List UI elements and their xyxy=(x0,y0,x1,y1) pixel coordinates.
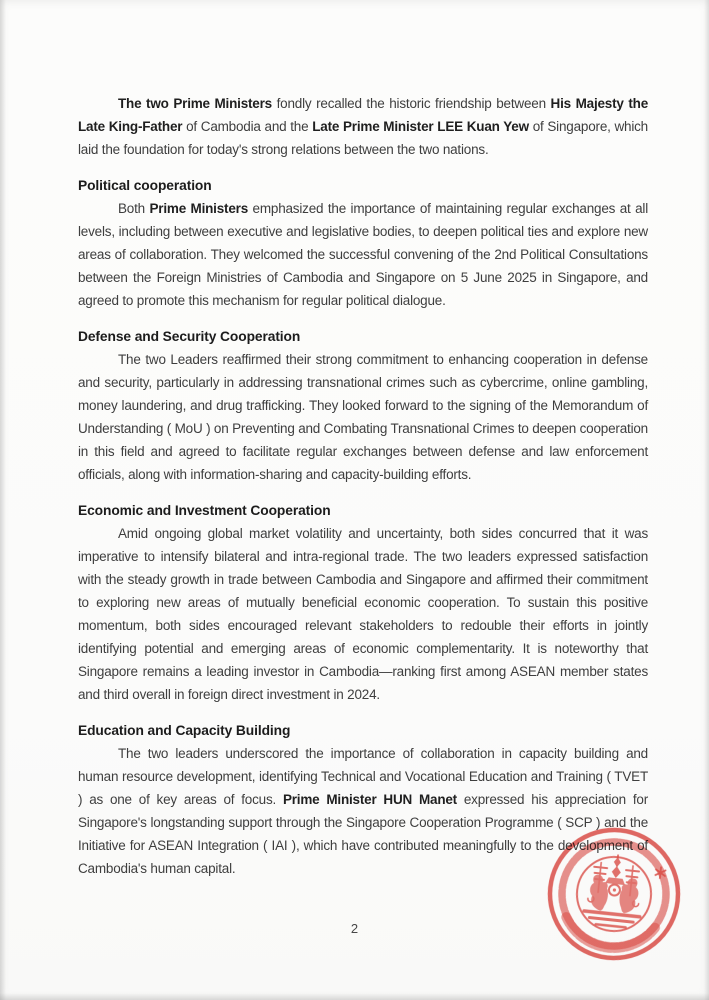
section-paragraph: Both Prime Ministers emphasized the importance of maintaining regular exchanges at all levels, including between executive and legislative bodies, to deepen political ties and explore new areas of collaboration. They welcomed the successful convening of the 2nd Political Consultations between the Foreign Ministries of Cambodia and Singapore on 5 June 2025 in Singapore, and agreed to promote this mechanism for regular political dialogue. xyxy=(78,201,648,308)
section-heading: Political cooperation xyxy=(78,178,212,193)
section-political-cooperation xyxy=(78,174,648,312)
section-paragraph: Amid ongoing global market volatility and uncertainty, both sides concurred that it was imperative to intensify bilateral and intra-regional trade. The two leaders expressed satisfaction with the steady growth in trade between Cambodia and Singapore and affirmed their commitment to exploring new areas of mutually beneficial economic cooperation. To sustain this positive momentum, both sides encouraged relevant stakeholders to redouble their efforts in jointly identifying potential and emerging areas of economic complementarity. It is noteworthy that Singapore remains a leading investor in Cambodia—ranking first among ASEAN member states and third overall in foreign direct investment in 2024. xyxy=(78,526,648,702)
section-heading: Education and Capacity Building xyxy=(78,723,291,738)
intro-paragraph: The two Prime Ministers fondly recalled the historic friendship between His Majesty the Late King-Father of Cambodia and the Late Prime Minister LEE Kuan Yew of Singapore, which laid the foundation for today's strong relations between the two nations. xyxy=(78,96,649,157)
scan-edge-shadow-left xyxy=(0,0,6,1000)
scan-edge-shadow-bottom xyxy=(0,993,709,1000)
page-number: 2 xyxy=(350,921,359,936)
seal-lion-left xyxy=(588,874,610,911)
scan-edge-shadow-right xyxy=(704,0,709,1000)
section-heading: Defense and Security Cooperation xyxy=(78,329,301,344)
section-heading: Economic and Investment Cooperation xyxy=(78,503,331,518)
section-defense-security xyxy=(78,325,648,486)
section-economic-investment xyxy=(78,499,648,706)
cambodia-royal-seal-stamp-icon xyxy=(537,817,691,971)
document-body xyxy=(78,92,648,880)
section-paragraph: The two leaders underscored the importance of collaboration in capacity building and human resource development, identifying Technical and Vocational Education and Training ( TVET ) as one of key areas of focus. Prime Minister HUN Manet expressed his appreciation for Singapore's longstanding support through the Singapore Cooperation Programme ( SCP ) and the Initiative for ASEAN Integration ( IAI ), which have contributed meaningfully to the development of Cambodia's human capital. xyxy=(78,746,648,876)
section-paragraph: The two Leaders reaffirmed their strong commitment to enhancing cooperation in defense and security, particularly in addressing transnational crimes such as cybercrime, online gambling, money laundering, and drug trafficking. They looked forward to the signing of the Memorandum of Understanding ( MoU ) on Preventing and Combating Transnational Crimes to deepen cooperation in this field and agreed to facilitate regular exchanges between defense and law enforcement officials, along with information-sharing and capacity-building efforts. xyxy=(78,352,648,482)
